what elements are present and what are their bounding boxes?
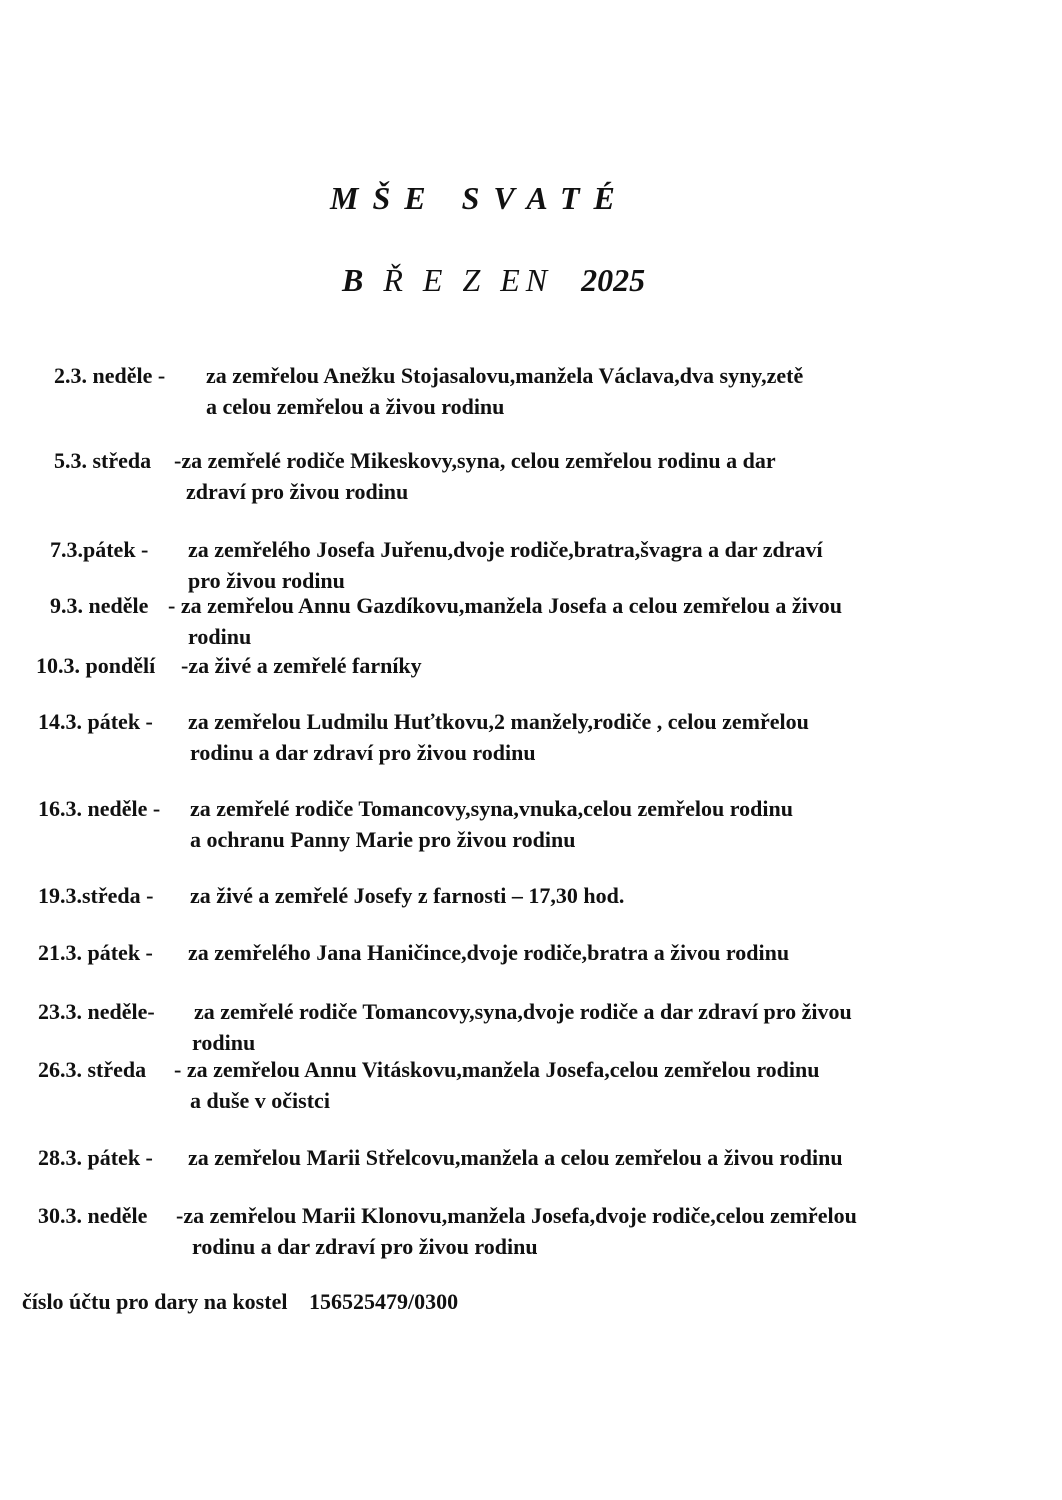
- entry-text: - za zemřelou Annu Gazdíkovu,manžela Josefa a celou zemřelou a živou: [168, 593, 842, 618]
- entry-date: 26.3. středa: [38, 1057, 147, 1082]
- entry-continuation: rodinu a dar zdraví pro živou rodinu: [190, 740, 536, 765]
- entry-text: za živé a zemřelé Josefy z farnosti – 17,30 hod.: [190, 883, 625, 908]
- entry-date: 23.3. neděle-: [38, 999, 155, 1024]
- entry-continuation: pro živou rodinu: [188, 568, 345, 593]
- entry-date: 9.3. neděle: [50, 593, 149, 618]
- entry-text: -za zemřelé rodiče Mikeskovy,syna, celou zemřelou rodinu a dar: [174, 448, 776, 473]
- entry-text: za zemřelého Josefa Juřenu,dvoje rodiče,bratra,švagra a dar zdraví: [188, 537, 823, 562]
- page-title: MŠE SVATÉ: [330, 180, 629, 216]
- entry-date: 30.3. neděle: [38, 1203, 148, 1228]
- entry-text: -za živé a zemřelé farníky: [181, 653, 422, 678]
- subtitle-year: 2025: [581, 262, 646, 298]
- entry-text: za zemřelou Anežku Stojasalovu,manžela Václava,dva syny,zetě: [206, 363, 804, 388]
- entry-date: 10.3. pondělí: [36, 653, 156, 678]
- entry-date: 21.3. pátek -: [38, 940, 153, 965]
- entry-date: 19.3.středa -: [38, 883, 154, 908]
- entry-date: 5.3. středa: [54, 448, 152, 473]
- bank-account-number: 156525479/0300: [308, 1289, 459, 1314]
- entry-continuation: zdraví pro živou rodinu: [186, 479, 409, 504]
- entry-date: 2.3. neděle -: [54, 363, 166, 388]
- entry-date: 28.3. pátek -: [38, 1145, 153, 1170]
- entry-date: 7.3.pátek -: [50, 537, 149, 562]
- entry-text: za zemřelou Marii Střelcovu,manžela a celou zemřelou a živou rodinu: [188, 1145, 843, 1170]
- bank-account-line: [22, 1289, 458, 1315]
- entry-date: 16.3. neděle -: [38, 796, 161, 821]
- page-subtitle: [342, 262, 645, 299]
- entry-text: za zemřelou Ludmilu Huťtkovu,2 manžely,rodiče , celou zemřelou: [188, 709, 809, 734]
- entry-text: - za zemřelou Annu Vitáskovu,manžela Josefa,celou zemřelou rodinu: [174, 1057, 820, 1082]
- subtitle-month: Ř E Z EN: [383, 262, 554, 298]
- entry-date: 14.3. pátek -: [38, 709, 153, 734]
- entry-continuation: rodinu: [188, 624, 252, 649]
- entry-text: za zemřelé rodiče Tomancovy,syna,vnuka,celou zemřelou rodinu: [190, 796, 793, 821]
- entry-continuation: a ochranu Panny Marie pro živou rodinu: [190, 827, 576, 852]
- entry-text: za zemřelého Jana Haničince,dvoje rodiče,bratra a živou rodinu: [188, 940, 790, 965]
- entry-text: za zemřelé rodiče Tomancovy,syna,dvoje rodiče a dar zdraví pro živou: [194, 999, 852, 1024]
- entry-continuation: a celou zemřelou a živou rodinu: [206, 394, 505, 419]
- entry-continuation: a duše v očistci: [190, 1088, 330, 1113]
- subtitle-initial: B: [342, 262, 370, 298]
- entry-continuation: rodinu: [192, 1030, 256, 1055]
- entry-continuation: rodinu a dar zdraví pro živou rodinu: [192, 1234, 538, 1259]
- entry-text: -za zemřelou Marii Klonovu,manžela Josefa,dvoje rodiče,celou zemřelou: [176, 1203, 857, 1228]
- bank-account-label: číslo účtu pro dary na kostel: [22, 1289, 288, 1314]
